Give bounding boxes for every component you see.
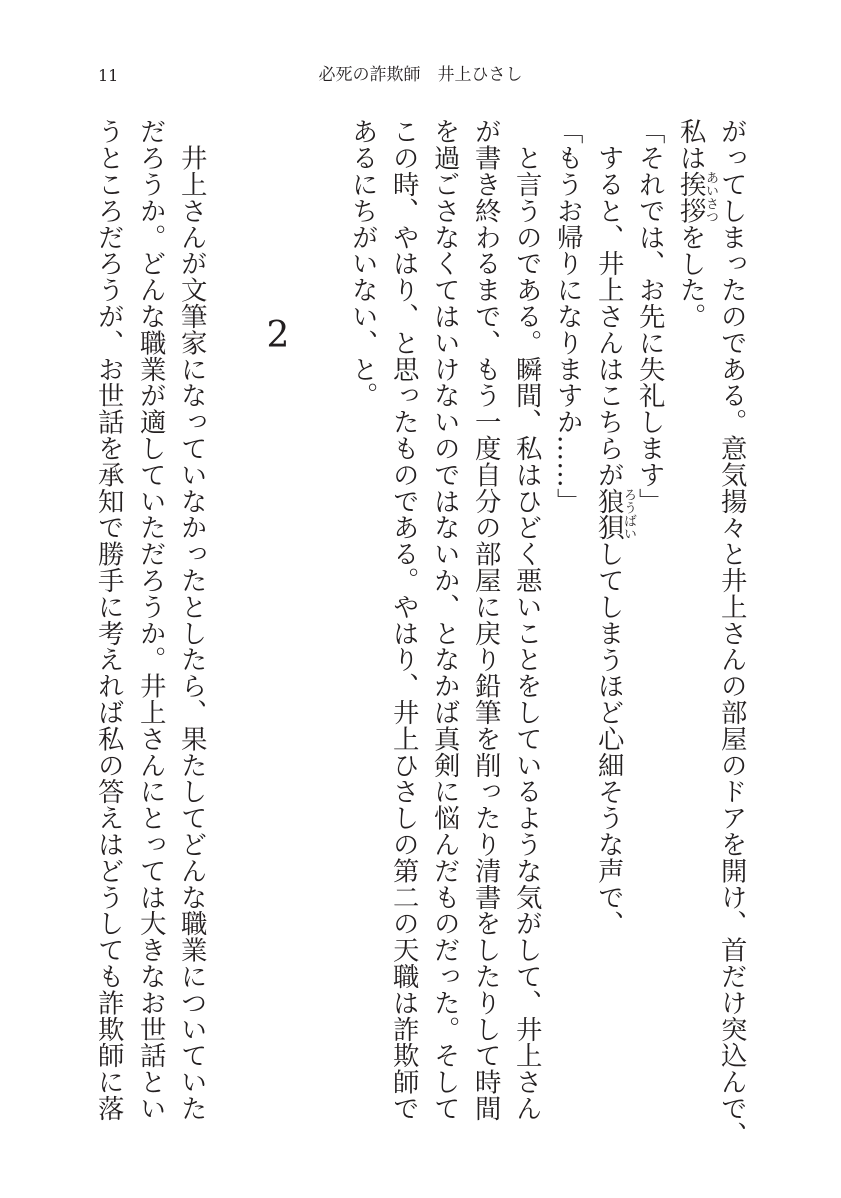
- text-segment: してしまうほど心細そうな声で、: [593, 540, 625, 937]
- running-title: 必死の詐欺師 井上ひさし: [318, 65, 523, 85]
- ruby-reading: あいさつ: [703, 171, 718, 223]
- section-number: 2: [266, 315, 290, 356]
- text-column-13: うところだろうが、お世話を承知で勝手に考えれば私の答えはどうしても詐欺師に落: [93, 118, 125, 1122]
- ruby-base: 狼狽: [593, 487, 625, 541]
- ruby-reading: ろうばい: [621, 488, 636, 540]
- text-column-2: [675, 118, 707, 330]
- text-column-9: この時、やはり、と思ったものである。やはり、井上ひさしの第二の天職は詐欺師で: [388, 118, 420, 1122]
- text-column-12: だろうか。どんな職業が適していただろうか。井上さんにとっては大きなお世話とい: [135, 118, 167, 1122]
- text-column-11: 井上さんが文筆家になっていなかったとしたら、果たしてどんな職業についていた: [176, 118, 208, 1122]
- text-segment: 私は: [675, 118, 707, 171]
- page-number: 11: [98, 66, 119, 85]
- text-column-3: 「それでは、お先に失礼します」: [634, 118, 666, 514]
- text-column-10: あるにちがいない、と。: [347, 118, 379, 409]
- text-column-8: を過ごさなくてはいけないのではないか、となかば真剣に悩んだものだった。そして: [429, 118, 461, 1122]
- ruby-base: 挨拶: [675, 170, 707, 224]
- text-column-1: がってしまったのである。意気揚々と井上さんの部屋のドアを開け、首だけ突込んで、: [716, 118, 748, 1148]
- text-column-4: [593, 118, 625, 937]
- text-column-5: 「もうお帰りになりますか……」: [552, 118, 584, 514]
- text-segment: をした。: [675, 223, 707, 330]
- text-column-7: が書き終わるまで、もう一度自分の部屋に戻り鉛筆を削ったり清書をしたりして時間: [470, 118, 502, 1122]
- text-column-6: と言うのである。瞬間、私はひどく悪いことをしているような気がして、井上さん: [511, 118, 543, 1122]
- text-segment: すると、井上さんはこちらが: [593, 118, 625, 488]
